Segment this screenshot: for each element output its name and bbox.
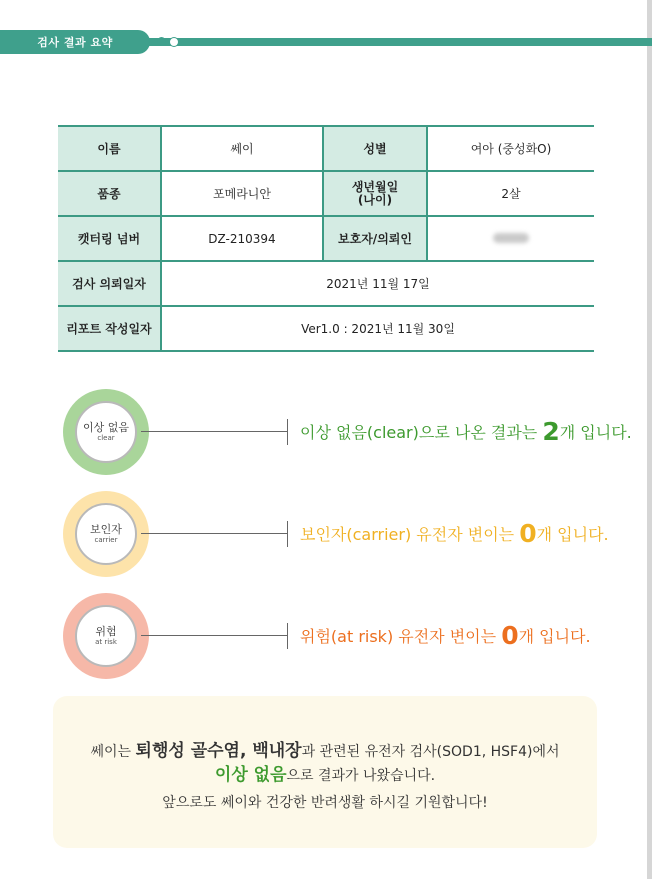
catering-label: 캣터링 넘버 — [58, 216, 161, 261]
risk-badge-label-en: at risk — [95, 638, 117, 646]
result-clear — [63, 389, 632, 475]
table-row — [58, 171, 594, 216]
result-carrier — [63, 491, 623, 577]
page-edge — [647, 0, 652, 879]
summary-line-2 — [53, 764, 597, 787]
clear-badge-label: 이상 없음 — [82, 421, 129, 434]
sex-value: 여아 (중성화O) — [427, 126, 594, 171]
connector-line — [141, 533, 287, 534]
clear-message — [300, 417, 632, 448]
connector-tick — [287, 419, 288, 445]
header-dot — [169, 37, 179, 47]
carrier-count: 0 — [519, 519, 537, 548]
risk-badge — [63, 593, 149, 679]
age-value: 2살 — [427, 171, 594, 216]
guardian-label: 보호자/의뢰인 — [323, 216, 427, 261]
risk-count: 0 — [501, 621, 519, 650]
breed-label: 품종 — [58, 171, 161, 216]
catering-value: DZ-210394 — [161, 216, 323, 261]
clear-count: 2 — [542, 417, 560, 446]
carrier-message-text: 보인자(carrier) 유전자 변이는 — [300, 525, 520, 544]
summary-box — [53, 696, 597, 848]
clear-badge — [63, 389, 149, 475]
info-table — [58, 125, 594, 352]
summary-text: 으로 결과가 나왔습니다. — [286, 768, 436, 784]
summary-line-1 — [53, 740, 597, 763]
clear-message-suffix: 개 입니다. — [559, 423, 632, 442]
name-value: 쎄이 — [161, 126, 323, 171]
request-date-label: 검사 의뢰일자 — [58, 261, 161, 306]
section-title: 검사 결과 요약 — [0, 30, 150, 54]
result-risk — [63, 593, 623, 679]
clear-message-text: 이상 없음(clear)으로 나온 결과는 — [300, 423, 543, 442]
carrier-badge-inner — [75, 503, 137, 565]
carrier-message-suffix: 개 입니다. — [536, 525, 609, 544]
clear-badge-label-en: clear — [97, 434, 115, 442]
risk-message — [300, 621, 591, 652]
table-row — [58, 216, 594, 261]
request-date-value: 2021년 11월 17일 — [161, 261, 594, 306]
risk-message-suffix: 개 입니다. — [518, 627, 591, 646]
summary-text: 쎄이는 — [90, 744, 136, 760]
report-date-label: 리포트 작성일자 — [58, 306, 161, 351]
breed-value: 포메라니안 — [161, 171, 323, 216]
clear-badge-inner — [75, 401, 137, 463]
risk-badge-inner — [75, 605, 137, 667]
summary-result: 이상 없음 — [214, 765, 287, 785]
age-label — [323, 171, 427, 216]
sex-label: 성별 — [323, 126, 427, 171]
summary-diseases: 퇴행성 골수염, 백내장 — [135, 741, 302, 761]
table-row — [58, 126, 594, 171]
risk-badge-label: 위험 — [95, 625, 117, 638]
summary-text: 과 관련된 유전자 검사(SOD1, HSF4)에서 — [301, 744, 560, 760]
carrier-badge — [63, 491, 149, 577]
age-label-line1: 생년월일 — [351, 179, 399, 194]
connector-tick — [287, 521, 288, 547]
age-label-line2: (나이) — [357, 192, 393, 207]
summary-line-3: 앞으로도 쎄이와 건강한 반려생활 하시길 기원합니다! — [162, 795, 488, 811]
table-row — [58, 306, 594, 351]
connector-tick — [287, 623, 288, 649]
carrier-message — [300, 519, 609, 550]
blurred-name — [493, 233, 529, 243]
header-dot — [157, 37, 166, 46]
guardian-value — [427, 216, 594, 261]
connector-line — [141, 635, 287, 636]
carrier-badge-label: 보인자 — [90, 523, 122, 536]
table-row — [58, 261, 594, 306]
risk-message-text: 위험(at risk) 유전자 변이는 — [300, 627, 502, 646]
name-label: 이름 — [58, 126, 161, 171]
carrier-badge-label-en: carrier — [94, 536, 118, 544]
connector-line — [141, 431, 287, 432]
report-date-value: Ver1.0 : 2021년 11월 30일 — [161, 306, 594, 351]
